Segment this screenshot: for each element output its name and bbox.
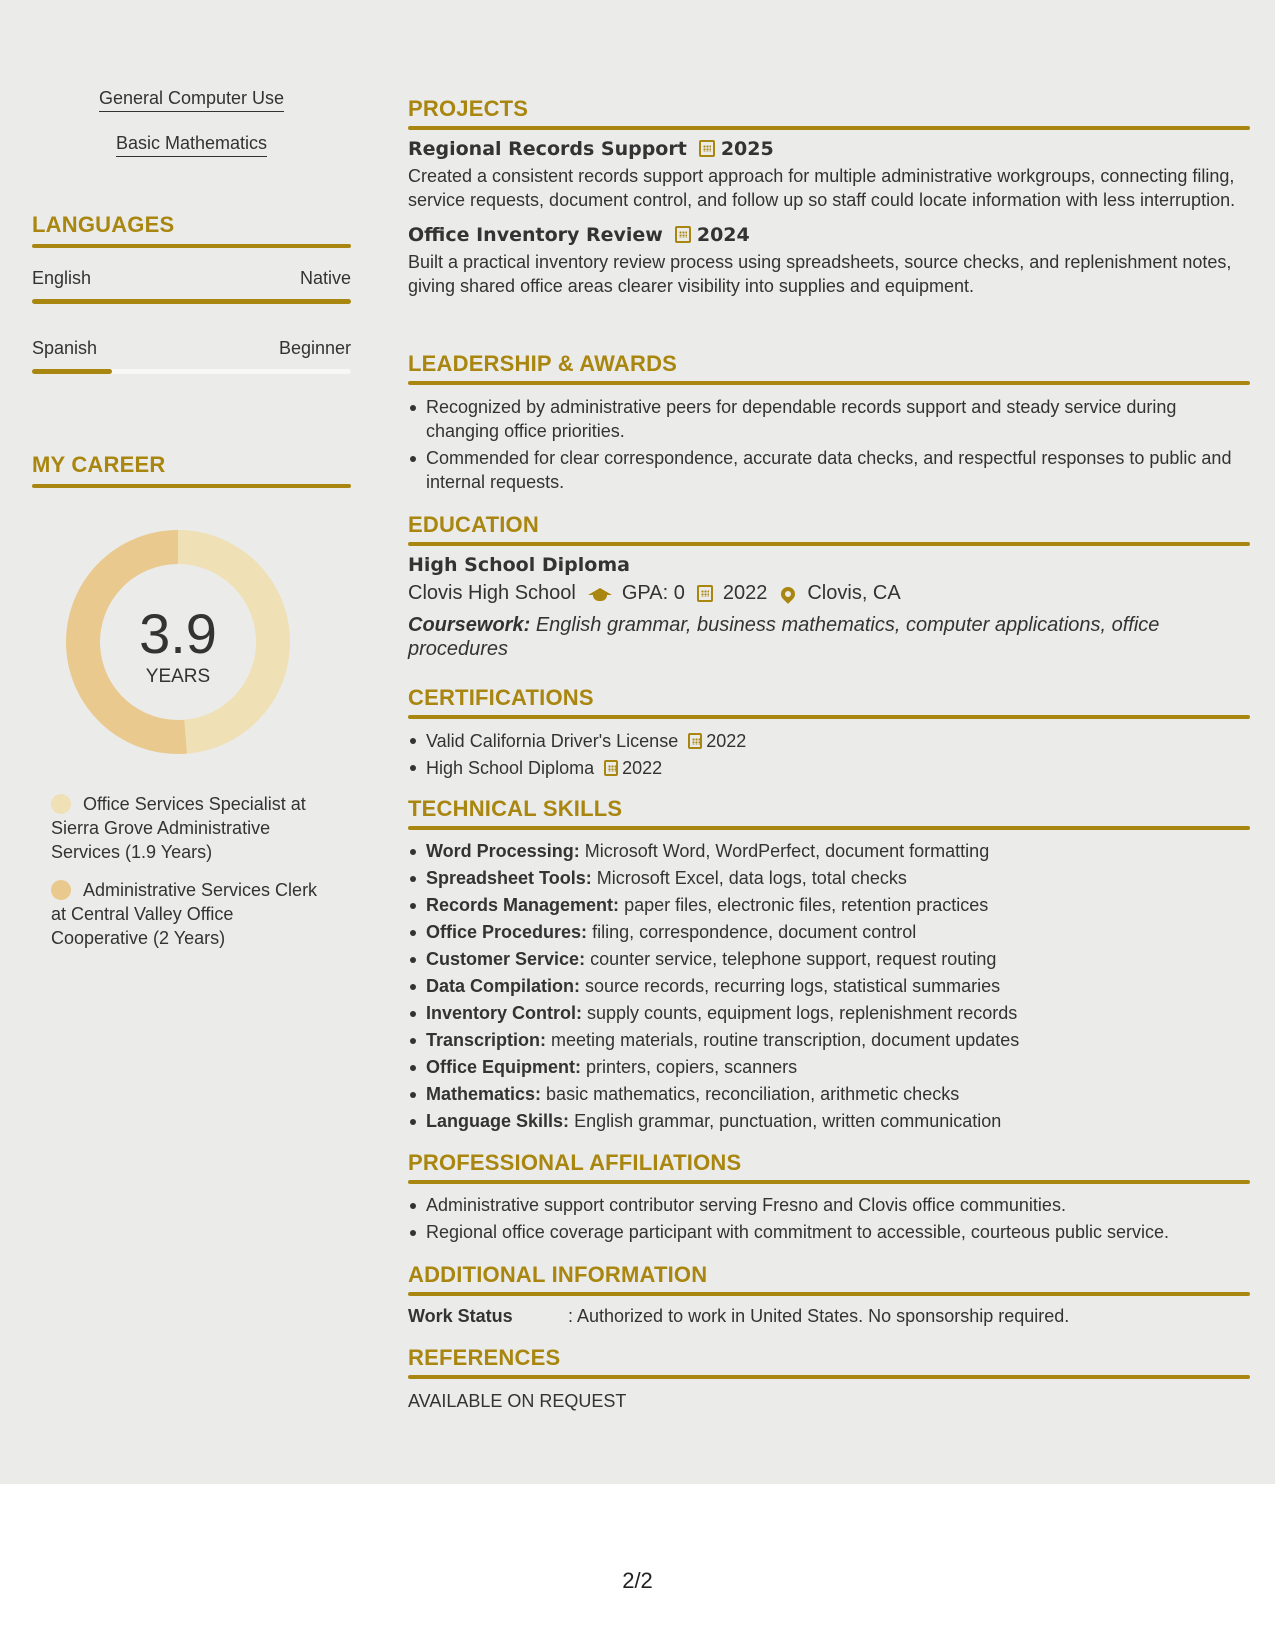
section-title: CERTIFICATIONS bbox=[408, 685, 594, 710]
additional-info-section bbox=[408, 1262, 1250, 1328]
career-legend-item: Office Services Specialist at Sierra Grove Administrative Services (1.9 Years) bbox=[51, 794, 306, 862]
list-item: Records Management: paper files, electronic files, retention practices bbox=[408, 892, 1250, 919]
graduation-cap-icon bbox=[588, 586, 612, 602]
section-rule bbox=[32, 244, 351, 248]
calendar-icon bbox=[688, 733, 702, 749]
project-description: Built a practical inventory review process using spreadsheets, source checks, and replenishment notes, giving shared office areas clearer visibility into supplies and equipment. bbox=[408, 252, 1232, 296]
list-item: Data Compilation: source records, recurring logs, statistical summaries bbox=[408, 973, 1250, 1000]
project-title: Office Inventory Review 2024 bbox=[408, 224, 750, 246]
language-bar-fill bbox=[32, 299, 351, 304]
language-bar-fill bbox=[32, 369, 112, 374]
school-location: Clovis, CA bbox=[807, 582, 901, 604]
languages-section bbox=[32, 212, 351, 248]
graduation-year: 2022 bbox=[722, 582, 768, 604]
section-rule bbox=[408, 715, 1250, 719]
certification-item: Valid California Driver's License 2022 bbox=[408, 728, 1250, 755]
section-title: MY CAREER bbox=[32, 452, 166, 477]
language-name: Spanish bbox=[32, 338, 98, 358]
technical-skills-section bbox=[408, 796, 1250, 1135]
calendar-icon bbox=[604, 760, 618, 776]
list-item: Office Procedures: filing, correspondence, document control bbox=[408, 919, 1250, 946]
leadership-section bbox=[408, 351, 1250, 494]
section-rule bbox=[408, 1292, 1250, 1296]
section-rule bbox=[32, 484, 351, 488]
section-rule bbox=[408, 381, 1250, 385]
work-status-row bbox=[408, 1304, 1250, 1328]
section-rule bbox=[408, 1180, 1250, 1184]
section-rule bbox=[408, 1375, 1250, 1379]
list-item: Spreadsheet Tools: Microsoft Excel, data logs, total checks bbox=[408, 865, 1250, 892]
list-item: Recognized by administrative peers for dependable records support and steady service during changing office priorities. bbox=[408, 395, 1250, 443]
education-section bbox=[408, 512, 1250, 661]
project-description: Created a consistent records support approach for multiple administrative workgroups, connecting filing, service requests, document control, and follow up so staff could locate information with less interruption. bbox=[408, 166, 1236, 210]
career-total: 3.9 bbox=[139, 602, 217, 665]
language-row bbox=[32, 268, 351, 289]
section-title: LEADERSHIP & AWARDS bbox=[408, 351, 678, 376]
list-item: Regional office coverage participant with commitment to accessible, courteous public service. bbox=[408, 1219, 1250, 1246]
skill-item: General Computer Use bbox=[32, 88, 351, 109]
work-status-value: : Authorized to work in United States. No sponsorship required. bbox=[568, 1306, 1070, 1326]
coursework: Coursework: English grammar, business mathematics, computer applications, office procedures bbox=[408, 614, 1160, 660]
career-donut bbox=[66, 530, 290, 754]
location-pin-icon bbox=[778, 584, 798, 604]
skill-item: Basic Mathematics bbox=[32, 133, 351, 154]
language-name: English bbox=[32, 268, 92, 288]
projects-section bbox=[408, 96, 1250, 298]
school-name: Clovis High School bbox=[408, 582, 576, 604]
affiliations-section bbox=[408, 1150, 1250, 1246]
list-item: Inventory Control: supply counts, equipment logs, replenishment records bbox=[408, 1000, 1250, 1027]
list-item: Mathematics: basic mathematics, reconciliation, arithmetic checks bbox=[408, 1081, 1250, 1108]
references-section bbox=[408, 1345, 1250, 1413]
calendar-icon bbox=[699, 140, 715, 157]
list-item: Transcription: meeting materials, routine transcription, document updates bbox=[408, 1027, 1250, 1054]
certification-item: High School Diploma 2022 bbox=[408, 755, 1250, 782]
page-number: 2/2 bbox=[622, 1568, 653, 1593]
section-title: PROJECTS bbox=[408, 96, 529, 121]
list-item: Word Processing: Microsoft Word, WordPerfect, document formatting bbox=[408, 838, 1250, 865]
career-section bbox=[32, 452, 351, 488]
section-rule bbox=[408, 126, 1250, 130]
section-title: REFERENCES bbox=[408, 1345, 561, 1370]
career-unit: YEARS bbox=[145, 666, 211, 687]
section-rule bbox=[408, 826, 1250, 830]
work-status-label: Work Status bbox=[408, 1306, 513, 1326]
list-item: Office Equipment: printers, copiers, scanners bbox=[408, 1054, 1250, 1081]
calendar-icon bbox=[697, 585, 713, 602]
language-level: Native bbox=[299, 268, 351, 288]
language-bar bbox=[32, 299, 351, 304]
section-title: TECHNICAL SKILLS bbox=[408, 796, 623, 821]
list-item: Customer Service: counter service, telephone support, request routing bbox=[408, 946, 1250, 973]
degree-title: High School Diploma bbox=[408, 554, 630, 576]
legend-dot bbox=[51, 794, 71, 814]
section-title: LANGUAGES bbox=[32, 212, 175, 237]
section-title: EDUCATION bbox=[408, 512, 539, 537]
list-item: Language Skills: English grammar, punctuation, written communication bbox=[408, 1108, 1250, 1135]
language-level: Beginner bbox=[278, 338, 351, 358]
list-item: Commended for clear correspondence, accurate data checks, and respectful responses to public and internal requests. bbox=[408, 446, 1250, 494]
section-title: ADDITIONAL INFORMATION bbox=[408, 1262, 708, 1287]
section-rule bbox=[408, 542, 1250, 546]
language-bar bbox=[32, 369, 351, 374]
project-title: Regional Records Support 2025 bbox=[408, 138, 774, 160]
technical-skills-list bbox=[408, 838, 1250, 1135]
legend-dot bbox=[51, 880, 71, 900]
certifications-section bbox=[408, 685, 1250, 782]
calendar-icon bbox=[675, 226, 691, 243]
gpa: GPA: 0 bbox=[621, 582, 685, 604]
references-text: AVAILABLE ON REQUEST bbox=[408, 1391, 627, 1411]
section-title: PROFESSIONAL AFFILIATIONS bbox=[408, 1150, 742, 1175]
language-row bbox=[32, 338, 351, 359]
education-details bbox=[408, 582, 1250, 605]
list-item: Administrative support contributor serving Fresno and Clovis office communities. bbox=[408, 1192, 1250, 1219]
career-legend-item: Administrative Services Clerk at Central Valley Office Cooperative (2 Years) bbox=[51, 880, 318, 948]
